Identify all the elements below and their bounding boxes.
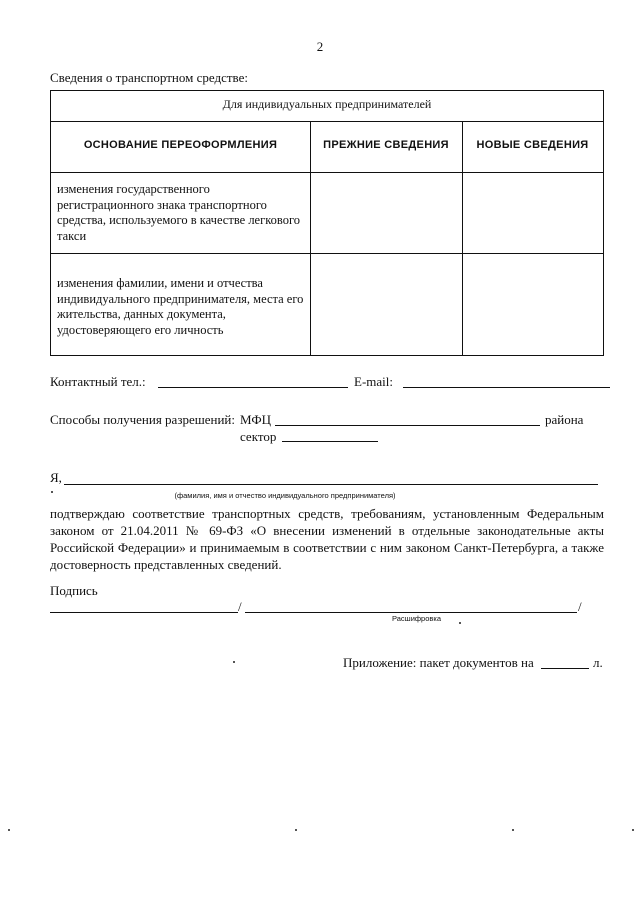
signature-label: Подпись [50,583,98,598]
signature-separator-end: / [578,599,582,614]
signature-decode-field[interactable] [245,612,577,613]
row-new-name-cell[interactable] [463,254,603,355]
email-label: E-mail: [354,374,393,389]
signature-separator: / [238,599,242,614]
row-new-plate-cell[interactable] [463,173,603,253]
decode-caption: Расшифровка [392,614,441,623]
header-new: НОВЫЕ СВЕДЕНИЯ [476,139,589,151]
attachment-pages-field[interactable] [541,668,589,669]
district-suffix: района [545,412,584,427]
row-basis-plate: изменения государственного регистрационного знака транспортного средства, используемого в качестве легкового такси [57,182,301,243]
header-basis: ОСНОВАНИЕ ПЕРЕОФОРМЛЕНИЯ [83,139,278,151]
sector-label: сектор [240,429,277,444]
ya-label: Я, [50,470,62,485]
row-previous-plate-cell[interactable] [311,173,462,253]
mfc-district-field[interactable] [275,425,540,426]
attachment-label: Приложение: пакет документов на [343,655,534,670]
header-previous: ПРЕЖНИЕ СВЕДЕНИЯ [323,139,449,151]
page-number: 2 [316,39,324,54]
signature-field[interactable] [50,612,238,613]
row-basis-name: изменения фамилии, имени и отчества индивидуального предпринимателя, места его жительства, данных документа, удостоверяющего его личность [57,276,304,337]
attachment-suffix: л. [593,655,603,670]
entrepreneur-name-field[interactable] [64,484,598,485]
phone-label: Контактный тел.: [50,374,146,389]
declaration-text: подтверждаю соответствие транспортных средств, требованиям, установленным Федеральным законом от 21.04.2011 № 69-ФЗ «О внесении изменений в отдельные законодательные акты Российской Федерации» и принимаемым в соответствии с ним законом Санкт-Петербурга, а также достоверность представленных сведений. [50,506,604,572]
vehicle-info-table [50,90,604,356]
name-caption: (фамилия, имя и отчество индивидуального предпринимателя) [174,491,396,500]
row-previous-name-cell[interactable] [311,254,462,355]
phone-field[interactable] [158,387,348,388]
receipt-label: Способы получения разрешений: [50,412,235,427]
mfc-label: МФЦ [240,412,272,427]
sector-field[interactable] [282,441,378,442]
table-caption: Для индивидуальных предпринимателей [222,97,432,111]
email-field[interactable] [403,387,610,388]
section-title: Сведения о транспортном средстве: [50,70,248,85]
